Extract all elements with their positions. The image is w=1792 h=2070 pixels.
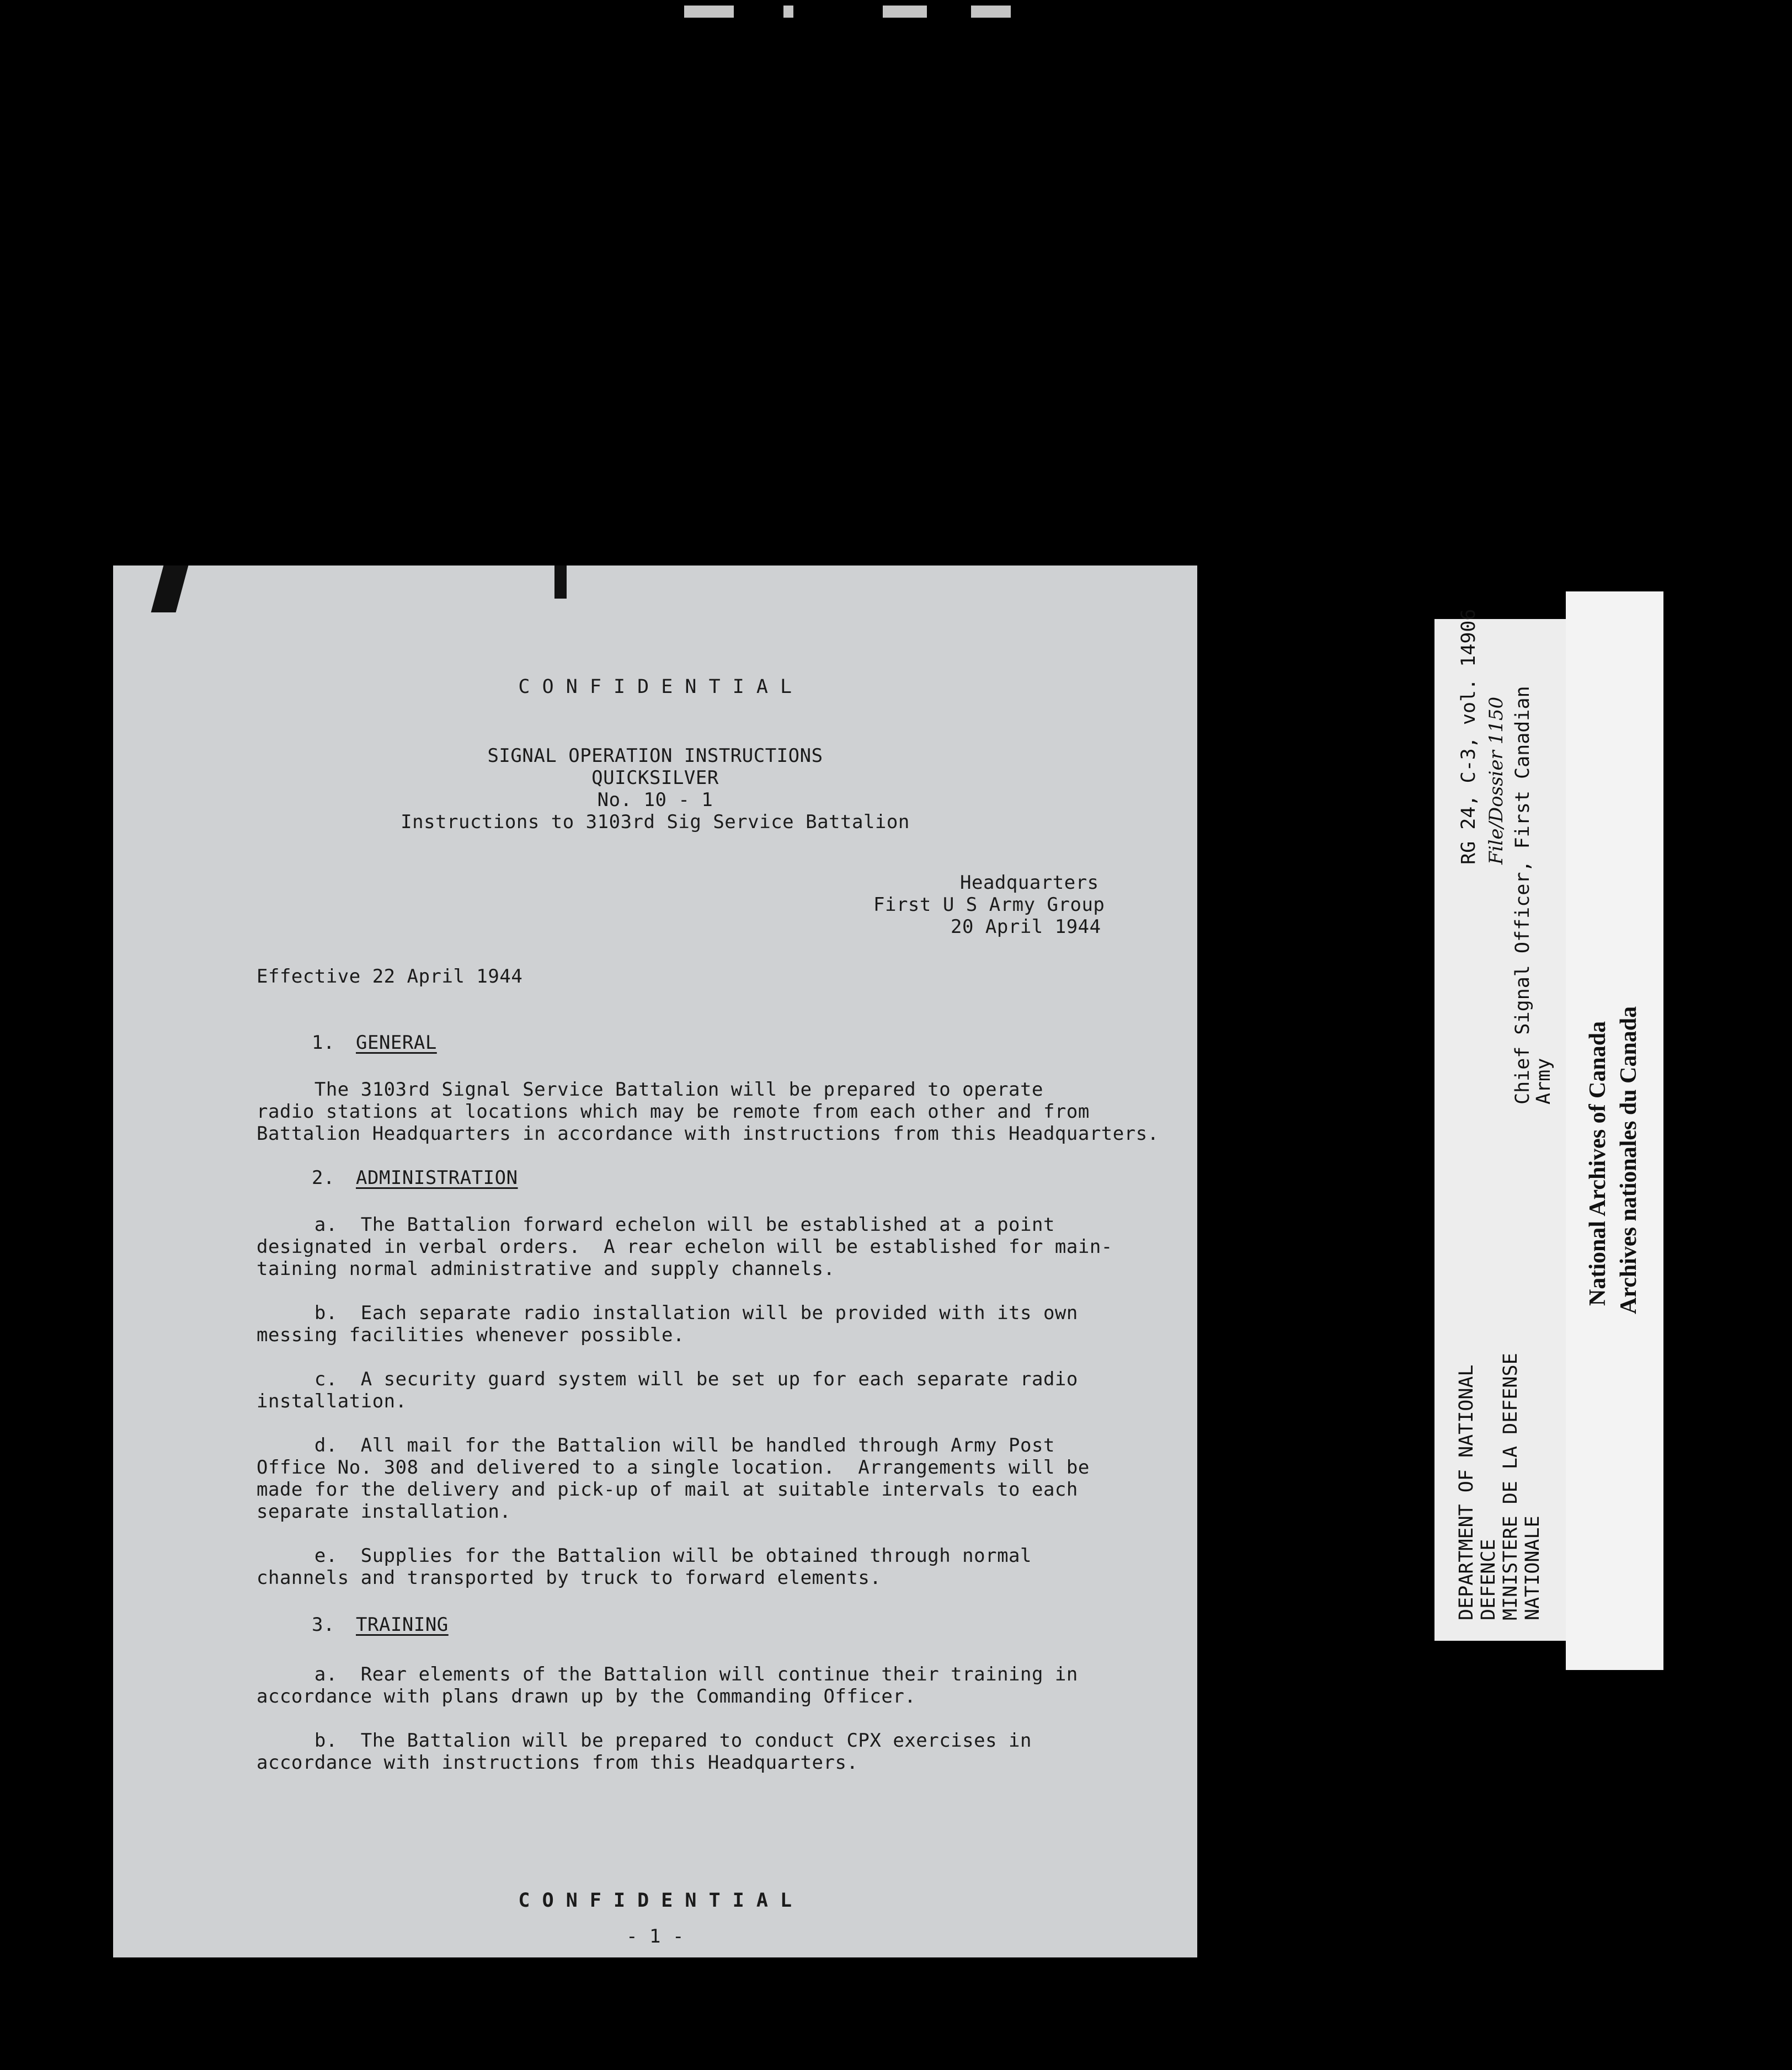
paragraph-line: made for the delivery and pick-up of mail at suitable intervals to each bbox=[257, 1479, 1078, 1501]
paragraph-line: accordance with instructions from this Headquarters. bbox=[257, 1752, 858, 1774]
paragraph-line: b. Each separate radio installation will be provided with its own bbox=[257, 1302, 1078, 1324]
title-line: Instructions to 3103rd Sig Service Battalion bbox=[401, 811, 910, 833]
document-page bbox=[113, 565, 1197, 1957]
section-number: 1. bbox=[312, 1032, 335, 1054]
section-number: 3. bbox=[312, 1614, 335, 1636]
paragraph-line: c. A security guard system will be set up for each separate radio bbox=[257, 1368, 1078, 1390]
file-dossier-reference: File/Dossier 1150 bbox=[1485, 696, 1507, 865]
title-line: QUICKSILVER bbox=[591, 767, 719, 789]
title-line: SIGNAL OPERATION INSTRUCTIONS bbox=[487, 745, 823, 767]
section-number: 2. bbox=[312, 1167, 335, 1189]
section-heading: GENERAL bbox=[356, 1032, 437, 1054]
page-damage-mark bbox=[151, 565, 189, 612]
paragraph-line: radio stations at locations which may be remote from each other and from bbox=[257, 1101, 1090, 1123]
paragraph-line: a. The Battalion forward echelon will be established at a point bbox=[257, 1214, 1055, 1236]
section-heading: ADMINISTRATION bbox=[356, 1167, 518, 1189]
paragraph-line: b. The Battalion will be prepared to conduct CPX exercises in bbox=[257, 1730, 1032, 1752]
paragraph-line: taining normal administrative and supply channels. bbox=[257, 1258, 835, 1280]
paragraph-line: Office No. 308 and delivered to a single location. Arrangements will be bbox=[257, 1457, 1090, 1479]
paragraph-line: installation. bbox=[257, 1390, 407, 1412]
paragraph-line: accordance with plans drawn up by the Commanding Officer. bbox=[257, 1685, 916, 1708]
paragraph-line: channels and transported by truck to forward elements. bbox=[257, 1567, 882, 1589]
paragraph-line: a. Rear elements of the Battalion will continue their training in bbox=[257, 1663, 1078, 1685]
department-line: DEFENCE bbox=[1478, 1539, 1500, 1620]
section-heading: TRAINING bbox=[356, 1614, 449, 1636]
creator-line: Chief Signal Officer, First Canadian bbox=[1512, 686, 1534, 1105]
page-number: - 1 - bbox=[626, 1925, 684, 1948]
header-stamp: C O N F I D E N T I A L bbox=[518, 676, 792, 698]
hq-line: First U S Army Group bbox=[873, 894, 1105, 916]
creator-line: Army bbox=[1533, 1058, 1555, 1105]
hq-line: 20 April 1944 bbox=[951, 916, 1101, 938]
hq-line: Headquarters bbox=[960, 872, 1099, 894]
department-line: MINISTERE DE LA DEFENSE bbox=[1500, 1353, 1522, 1620]
paragraph-line: The 3103rd Signal Service Battalion will be prepared to operate bbox=[257, 1079, 1043, 1101]
footer-stamp: C O N F I D E N T I A L bbox=[518, 1890, 792, 1912]
effective-date: Effective 22 April 1944 bbox=[257, 965, 523, 988]
reference-slip bbox=[1434, 609, 1572, 1641]
paragraph-line: designated in verbal orders. A rear echelon will be established for main- bbox=[257, 1236, 1113, 1258]
title-line: No. 10 - 1 bbox=[597, 789, 713, 811]
archive-slip bbox=[1566, 591, 1663, 1670]
paragraph-line: e. Supplies for the Battalion will be obtained through normal bbox=[257, 1545, 1032, 1567]
page-damage-mark bbox=[554, 565, 567, 599]
paragraph-line: d. All mail for the Battalion will be handled through Army Post bbox=[257, 1434, 1055, 1457]
paragraph-line: separate installation. bbox=[257, 1501, 511, 1523]
paragraph-line: messing facilities whenever possible. bbox=[257, 1324, 685, 1346]
archive-name-en: National Archives of Canada bbox=[1585, 1021, 1610, 1306]
archive-name-fr: Archives nationales du Canada bbox=[1616, 1006, 1641, 1314]
department-line: DEPARTMENT OF NATIONAL bbox=[1455, 1364, 1478, 1620]
record-group-reference: RG 24, C-3, vol. 14906 bbox=[1458, 609, 1480, 865]
film-frame-marks bbox=[679, 0, 1021, 24]
department-line: NATIONALE bbox=[1522, 1516, 1544, 1620]
paragraph-line: Battalion Headquarters in accordance with instructions from this Headquarters. bbox=[257, 1123, 1159, 1145]
